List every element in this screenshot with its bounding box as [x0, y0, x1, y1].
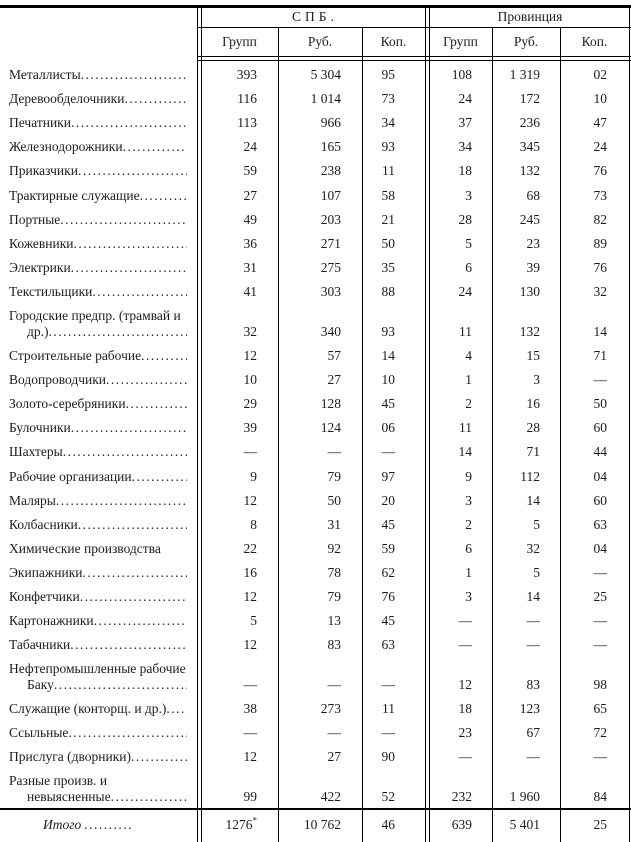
table-row: [0, 744, 631, 768]
spb-rub-cell: —: [327, 725, 341, 741]
table-row: [0, 279, 631, 303]
spb-kop-cell: 11: [382, 163, 395, 179]
table-row: [0, 463, 631, 487]
prov-groups-cell: 3: [465, 492, 472, 508]
spb-kop-cell: 93: [381, 323, 395, 339]
prov-groups-cell: 24: [458, 283, 472, 299]
spb-groups-cell: 36: [243, 235, 257, 251]
prov-rub-cell: 1 319: [509, 67, 540, 83]
dot-leader: [70, 637, 187, 653]
spb-groups-cell: 5: [250, 613, 257, 629]
table-row: [0, 367, 631, 391]
row-label: Трактирные служащие .....: [0, 188, 203, 207]
spb-rub-cell: 340: [320, 323, 341, 339]
prov-kop-cell: 73: [593, 187, 607, 203]
spb-rub-cell: 275: [320, 259, 341, 275]
prov-groups-cell: —: [458, 613, 472, 629]
spb-rub-cell: 1 014: [310, 91, 341, 107]
row-label: Рабочие организации .....: [0, 469, 203, 488]
prov-rub-cell: 1 960: [509, 789, 540, 805]
table-row: [0, 720, 631, 744]
table-row: [0, 488, 631, 512]
spb-groups-cell: 38: [243, 701, 257, 717]
prov-rub-cell: 132: [519, 163, 540, 179]
prov-rub-cell: 345: [519, 139, 540, 155]
dot-leader: [82, 565, 187, 581]
prov-kop-cell: 76: [593, 259, 607, 275]
spb-groups-cell: 27: [243, 187, 257, 203]
spb-rub-header: Руб.: [307, 33, 333, 49]
spb-rub-cell: 27: [327, 372, 341, 388]
prov-rub-cell: 39: [526, 259, 540, 275]
spb-groups-cell: —: [243, 677, 257, 693]
prov-kop-cell: —: [593, 637, 607, 653]
dot-leader: [71, 115, 187, 131]
prov-kop-cell: 65: [593, 701, 607, 717]
prov-groups-cell: 37: [458, 115, 472, 131]
table-row: [0, 415, 631, 439]
prov-kop-cell: 50: [593, 396, 607, 412]
dot-leader: [49, 324, 188, 340]
table-row: [0, 110, 631, 134]
prov-groups-cell: 2: [465, 396, 472, 412]
prov-rub-cell: 32: [526, 540, 540, 556]
prov-groups-cell: 6: [465, 259, 472, 275]
table-row: [0, 62, 631, 86]
spb-rub-cell: —: [327, 677, 341, 693]
spb-rub-cell: 238: [320, 163, 341, 179]
dot-leader: [94, 613, 187, 629]
table-body: [0, 62, 631, 808]
dot-leader: [166, 701, 187, 717]
dot-leader: [106, 372, 187, 388]
column-group-spb: [197, 6, 429, 27]
prov-groups-cell: 14: [458, 444, 472, 460]
row-label: Приказчики .....: [0, 163, 203, 182]
prov-groups-cell: 12: [458, 677, 472, 693]
row-label: Строительные рабочие .....: [0, 348, 203, 367]
prov-kop-cell: —: [593, 564, 607, 580]
dot-leader: [68, 725, 187, 741]
table-row: [0, 231, 631, 255]
prov-kop-cell: 71: [593, 348, 607, 364]
total-spb-kop: 46: [381, 817, 395, 832]
prov-groups-cell: 5: [465, 235, 472, 251]
spb-rub-cell: 107: [320, 187, 341, 203]
prov-rub-cell: 172: [519, 91, 540, 107]
spb-kop-header: Коп.: [380, 33, 407, 49]
spb-rub-cell: —: [327, 444, 341, 460]
row-label: Текстильщики .....: [0, 284, 203, 303]
table-row: [0, 134, 631, 158]
dot-leader: [124, 91, 187, 107]
spb-groups-cell: 24: [243, 139, 257, 155]
dot-leader: [81, 67, 187, 83]
spb-kop-cell: 45: [381, 396, 395, 412]
prov-groups-cell: 23: [458, 725, 472, 741]
table-row: [0, 158, 631, 182]
spb-kop-cell: 63: [381, 637, 395, 653]
prov-rub-cell: 16: [526, 396, 540, 412]
spb-groups-cell: 41: [243, 283, 257, 299]
prov-rub-cell: 23: [526, 235, 540, 251]
row-label: Железнодорожники .....: [0, 139, 203, 158]
row-label: Золото-серебряники .....: [0, 396, 203, 415]
prov-groups-cell: 4: [465, 348, 472, 364]
spb-groups-cell: 12: [243, 637, 257, 653]
prov-rub-cell: —: [526, 613, 540, 629]
row-label: Водопроводчики .....: [0, 372, 203, 391]
table-row: [0, 255, 631, 279]
spb-kop-cell: 34: [381, 115, 395, 131]
prov-kop-cell: 44: [593, 444, 607, 460]
spb-kop-cell: 45: [381, 613, 395, 629]
dot-leader: [141, 348, 187, 364]
prov-groups-cell: 232: [451, 789, 472, 805]
dot-leader: [78, 517, 187, 533]
row-label: Табачники .....: [0, 637, 203, 656]
row-label: Электрики .....: [0, 260, 203, 279]
prov-groups-cell: 11: [459, 420, 472, 436]
spb-kop-cell: 90: [381, 749, 395, 765]
prov-rub-cell: 5: [533, 564, 540, 580]
prov-groups-cell: —: [458, 749, 472, 765]
dot-leader: [92, 284, 187, 300]
dot-leader: [80, 589, 187, 605]
dot-leader: [74, 236, 188, 252]
prov-kop-cell: 25: [593, 588, 607, 604]
prov-rub-cell: 67: [526, 725, 540, 741]
prov-groups-header: Групп: [443, 33, 478, 49]
row-label: Конфетчики .....: [0, 589, 203, 608]
total-prov-kop: 25: [593, 817, 607, 832]
spb-groups-cell: 12: [243, 348, 257, 364]
spb-kop-cell: 50: [381, 235, 395, 251]
dot-leader: [132, 469, 187, 485]
table-row: [0, 632, 631, 656]
prov-kop-cell: 76: [593, 163, 607, 179]
prov-rub-cell: 28: [526, 420, 540, 436]
spb-groups-cell: 16: [243, 564, 257, 580]
prov-kop-cell: 82: [593, 211, 607, 227]
prov-rub-cell: 68: [526, 187, 540, 203]
spb-groups-cell: 116: [237, 91, 257, 107]
prov-rub-cell: 132: [519, 323, 540, 339]
spb-groups-cell: —: [243, 725, 257, 741]
prov-kop-cell: 47: [593, 115, 607, 131]
header-double-line-b: [197, 60, 631, 61]
dot-leader: [71, 260, 187, 276]
prov-groups-cell: 18: [458, 701, 472, 717]
table-row: [0, 536, 631, 560]
spb-groups-cell: 59: [243, 163, 257, 179]
spb-rub-cell: 128: [320, 396, 341, 412]
row-label: Печатники .....: [0, 115, 203, 134]
dot-leader: [84, 817, 133, 833]
spb-rub-cell: 271: [320, 235, 341, 251]
spb-rub-cell: 165: [320, 139, 341, 155]
spb-groups-cell: 113: [237, 115, 257, 131]
prov-kop-cell: 14: [593, 323, 607, 339]
row-label: Разные произв. и невыясненные .....: [0, 773, 203, 808]
table-row: [0, 303, 631, 343]
row-label: Прислуга (дворники) .....: [0, 749, 203, 768]
table-row: [0, 391, 631, 415]
spb-groups-cell: 8: [250, 516, 257, 532]
prov-kop-cell: 10: [593, 91, 607, 107]
prov-rub-cell: 5: [533, 516, 540, 532]
spb-rub-cell: 303: [320, 283, 341, 299]
spb-groups-cell: 12: [243, 492, 257, 508]
prov-kop-header: Коп.: [581, 33, 608, 49]
total-row: [0, 810, 631, 840]
prov-groups-cell: 1: [465, 372, 472, 388]
header-double-line-a: [197, 56, 631, 57]
spb-groups-cell: 29: [243, 396, 257, 412]
prov-kop-cell: 72: [593, 725, 607, 741]
spb-kop-cell: 14: [381, 348, 395, 364]
prov-kop-cell: 04: [593, 540, 607, 556]
prov-groups-cell: 2: [465, 516, 472, 532]
table-row: [0, 560, 631, 584]
spb-groups-cell: 39: [243, 420, 257, 436]
table-row: [0, 512, 631, 536]
dot-leader: [60, 212, 187, 228]
spb-rub-cell: 31: [327, 516, 341, 532]
table-row: [0, 696, 631, 720]
dot-leader: [131, 749, 187, 765]
prov-groups-cell: 6: [465, 540, 472, 556]
spb-header-label: СПБ.: [292, 8, 338, 24]
spb-groups-cell: 49: [243, 211, 257, 227]
total-spb-rub: 10 762: [303, 817, 341, 832]
prov-groups-cell: 1: [465, 564, 472, 580]
spb-kop-cell: 62: [381, 564, 395, 580]
prov-rub-cell: 14: [526, 588, 540, 604]
table-row: [0, 656, 631, 696]
dot-leader: [78, 163, 187, 179]
row-label: Булочники .....: [0, 420, 203, 439]
spb-rub-cell: 422: [320, 789, 341, 805]
prov-kop-cell: 32: [593, 283, 607, 299]
prov-kop-cell: —: [593, 613, 607, 629]
prov-rub-cell: 15: [526, 348, 540, 364]
row-label: Колбасники .....: [0, 517, 203, 536]
prov-groups-cell: 24: [458, 91, 472, 107]
prov-kop-cell: 89: [593, 235, 607, 251]
table-row: [0, 182, 631, 206]
spb-kop-cell: 93: [381, 139, 395, 155]
prov-groups-cell: 3: [465, 588, 472, 604]
spb-kop-cell: 97: [381, 468, 395, 484]
row-label: Служащие (конторщ. и др.) .....: [0, 701, 203, 720]
spb-rub-cell: 273: [320, 701, 341, 717]
spb-kop-cell: —: [381, 725, 395, 741]
prov-kop-cell: 98: [593, 677, 607, 693]
prov-rub-cell: 245: [519, 211, 540, 227]
row-label: Нефтепромышленные рабочие Баку .....: [0, 661, 203, 696]
dot-leader: [63, 444, 187, 460]
total-prov-groups: 639: [451, 817, 472, 832]
spb-groups-cell: 12: [243, 588, 257, 604]
spb-kop-cell: 52: [381, 789, 395, 805]
spb-kop-cell: 58: [381, 187, 395, 203]
row-label: Химические производства: [9, 540, 161, 556]
prov-groups-cell: 18: [458, 163, 472, 179]
spb-rub-cell: 966: [320, 115, 341, 131]
row-label: Городские предпр. (трамвай и др.) .....: [0, 308, 203, 343]
spb-groups-cell: —: [243, 444, 257, 460]
prov-groups-cell: —: [458, 637, 472, 653]
prov-rub-cell: 14: [526, 492, 540, 508]
row-label: Металлисты .....: [0, 67, 203, 86]
prov-rub-cell: 3: [533, 372, 540, 388]
dot-leader: [140, 188, 187, 204]
table-row: [0, 207, 631, 231]
spb-kop-cell: 88: [381, 283, 395, 299]
spb-rub-cell: 83: [327, 637, 341, 653]
prov-kop-cell: 84: [593, 789, 607, 805]
dot-leader: [126, 396, 187, 412]
spb-groups-cell: 9: [250, 468, 257, 484]
table-row: [0, 86, 631, 110]
spb-rub-cell: 203: [320, 211, 341, 227]
spb-kop-cell: 20: [381, 492, 395, 508]
prov-rub-cell: —: [526, 749, 540, 765]
total-prov-rub: 5 401: [509, 817, 540, 832]
prov-kop-cell: 63: [593, 516, 607, 532]
row-label: Кожевники .....: [0, 236, 203, 255]
row-label: Шахтеры .....: [0, 444, 203, 463]
spb-rub-cell: 50: [327, 492, 341, 508]
footnote-marker: *: [252, 815, 257, 826]
prov-kop-cell: 60: [593, 420, 607, 436]
prov-rub-cell: 130: [519, 283, 540, 299]
spb-groups-header: Групп: [222, 33, 257, 49]
row-label: Портные .....: [0, 212, 203, 231]
spb-kop-cell: 73: [381, 91, 395, 107]
table-row: [0, 768, 631, 808]
dot-leader: [123, 139, 187, 155]
prov-rub-cell: 112: [520, 468, 540, 484]
row-label: Маляры .....: [0, 493, 203, 512]
table-row: [0, 439, 631, 463]
prov-kop-cell: 24: [593, 139, 607, 155]
row-label: Картонажники .....: [0, 613, 203, 632]
spb-rub-cell: 78: [327, 564, 341, 580]
spb-groups-cell: 99: [243, 789, 257, 805]
dot-leader: [54, 677, 187, 693]
prov-kop-cell: 60: [593, 492, 607, 508]
province-header-label: Провинция: [497, 8, 563, 24]
total-label-cell: [0, 817, 203, 833]
spb-groups-cell: 31: [243, 259, 257, 275]
prov-kop-cell: —: [593, 749, 607, 765]
prov-groups-cell: 3: [465, 187, 472, 203]
spb-kop-cell: —: [381, 444, 395, 460]
spb-rub-cell: 79: [327, 588, 341, 604]
spb-kop-cell: 45: [381, 516, 395, 532]
spb-rub-cell: 124: [320, 420, 341, 436]
spb-groups-cell: 22: [243, 540, 257, 556]
prov-rub-cell: 236: [519, 115, 540, 131]
prov-groups-cell: 28: [458, 211, 472, 227]
prov-groups-cell: 9: [465, 468, 472, 484]
dot-leader: [56, 493, 187, 509]
dot-leader: [111, 789, 187, 805]
spb-groups-cell: 393: [236, 67, 257, 83]
prov-rub-cell: 71: [526, 444, 540, 460]
prov-groups-cell: 108: [451, 67, 472, 83]
spb-kop-cell: 21: [381, 211, 395, 227]
row-label: Экипажники .....: [0, 565, 203, 584]
spb-rub-cell: 13: [327, 613, 341, 629]
prov-rub-cell: —: [526, 637, 540, 653]
prov-kop-cell: 04: [593, 468, 607, 484]
spb-kop-cell: 76: [381, 588, 395, 604]
spb-rub-cell: 27: [327, 749, 341, 765]
prov-groups-cell: 34: [458, 139, 472, 155]
dot-leader: [71, 420, 187, 436]
spb-kop-cell: 06: [381, 420, 395, 436]
spb-groups-cell: 32: [243, 323, 257, 339]
spb-rub-cell: 92: [327, 540, 341, 556]
total-label: Итого: [42, 817, 82, 832]
spb-groups-cell: 10: [243, 372, 257, 388]
table-row: [0, 343, 631, 367]
row-label: Ссыльные .....: [0, 725, 203, 744]
prov-groups-cell: 11: [459, 323, 472, 339]
prov-rub-cell: 83: [526, 677, 540, 693]
prov-rub-cell: 123: [519, 701, 540, 717]
spb-rub-cell: 79: [327, 468, 341, 484]
prov-rub-header: Руб.: [513, 33, 539, 49]
spb-rub-cell: 5 304: [310, 67, 341, 83]
spb-kop-cell: 35: [381, 259, 395, 275]
spb-kop-cell: —: [381, 677, 395, 693]
column-group-province: [429, 6, 631, 27]
total-spb-groups: 1276*: [225, 815, 257, 832]
spb-kop-cell: 11: [382, 701, 395, 717]
spb-kop-cell: 10: [381, 372, 395, 388]
spb-rub-cell: 57: [327, 348, 341, 364]
table-row: [0, 584, 631, 608]
spb-groups-cell: 12: [243, 749, 257, 765]
spb-kop-cell: 59: [381, 540, 395, 556]
table-row: [0, 608, 631, 632]
spb-kop-cell: 95: [381, 67, 395, 83]
prov-kop-cell: 02: [593, 67, 607, 83]
row-label: Деревообделочники .....: [0, 91, 203, 110]
prov-kop-cell: —: [593, 372, 607, 388]
